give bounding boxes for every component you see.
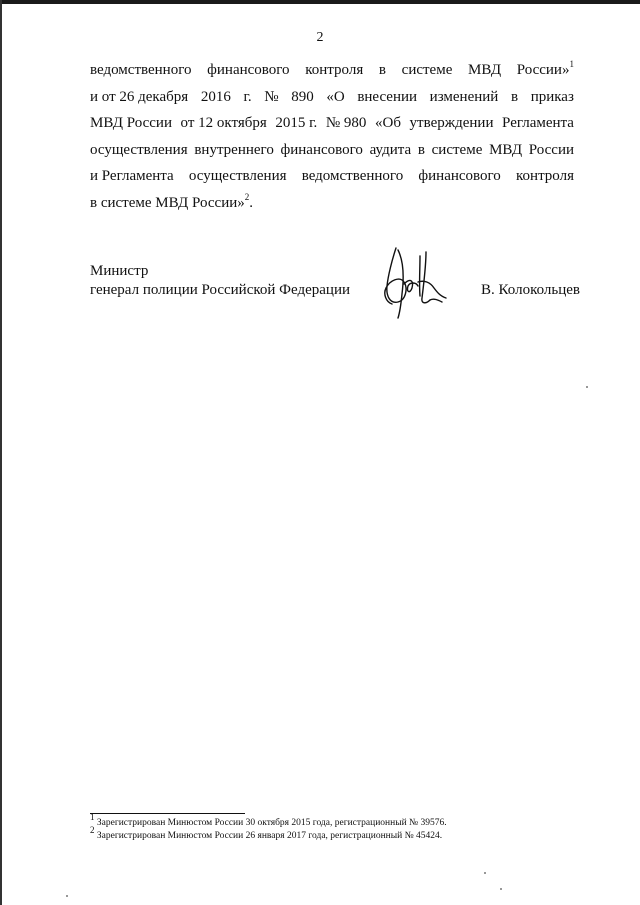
word: аудита [369, 141, 412, 158]
word: финансового [418, 168, 501, 184]
word [517, 57, 574, 84]
footnote-text: Зарегистрирован Минюстом России 30 октября 2015 года, регистрационный № 39576. [96, 818, 447, 828]
word: 890 [291, 88, 314, 105]
word: и от 26 декабря [90, 88, 189, 105]
footnote-marker: 1 [90, 811, 95, 822]
footnote-divider [90, 813, 245, 814]
word-text: России» [516, 62, 570, 78]
word: . [249, 194, 254, 211]
scan-speck [500, 888, 502, 890]
word: внесении [357, 88, 418, 105]
word: приказ [530, 88, 574, 105]
word: России [528, 141, 574, 158]
signatory-rank: генерал полиции Российской Федерации [90, 282, 351, 298]
word: внутреннего [194, 141, 274, 158]
body-line-1 [90, 57, 574, 84]
word: контроля [305, 62, 364, 78]
word: МВД России [90, 115, 172, 131]
signatory-position: Министр [90, 263, 149, 279]
word: «О [326, 88, 345, 105]
scan-edge-top [0, 0, 640, 4]
word: в [510, 88, 519, 105]
word: № 980 [325, 115, 367, 131]
word: 2015 г. [275, 115, 318, 131]
signatory-name: В. Колокольцев [481, 282, 580, 298]
body-line-6 [90, 190, 574, 217]
word: системе [401, 62, 453, 78]
footnotes [90, 811, 520, 843]
word: системе [431, 141, 483, 158]
scan-speck [586, 386, 588, 388]
word: в [378, 62, 386, 78]
word: МВД [468, 62, 502, 78]
handwritten-signature [374, 242, 454, 320]
word: г. [243, 88, 252, 105]
word: Регламента [502, 115, 574, 131]
word: в системе МВД России» [90, 194, 245, 211]
word: осуществления [90, 141, 188, 158]
word: осуществления [188, 168, 287, 184]
footnote-ref-1: 1 [569, 59, 574, 69]
signature-block [90, 262, 580, 322]
word: финансового [280, 141, 363, 158]
word: и Регламента [90, 168, 174, 184]
footnote-2 [90, 824, 520, 843]
footnote-marker: 2 [90, 824, 95, 835]
word: ведомственного [301, 168, 404, 184]
footnote-1 [90, 811, 520, 830]
word: финансового [207, 62, 290, 78]
word: «Об [375, 115, 401, 131]
word: МВД [489, 141, 523, 158]
word: изменений [429, 88, 499, 105]
word: 2016 [200, 88, 231, 105]
word: контроля [516, 168, 574, 184]
scan-edge-left [0, 0, 2, 905]
body-line-5 [90, 163, 574, 190]
word: от 12 октября [180, 115, 267, 131]
body-line-2 [90, 84, 574, 111]
word: в [417, 141, 425, 158]
scan-speck [484, 872, 486, 874]
body-line-3 [90, 110, 574, 137]
footnote-text: Зарегистрирован Минюстом России 26 января 2017 года, регистрационный № 45424. [96, 831, 443, 841]
body-paragraph [90, 57, 574, 216]
word: утверждении [409, 115, 494, 131]
word: ведомственного [90, 62, 192, 78]
signatory-title [90, 262, 350, 300]
footnote-ref-2: 2 [244, 191, 250, 202]
body-line-4 [90, 137, 574, 164]
word: № [264, 88, 279, 105]
scan-speck [66, 895, 68, 897]
page-number: 2 [316, 30, 324, 45]
